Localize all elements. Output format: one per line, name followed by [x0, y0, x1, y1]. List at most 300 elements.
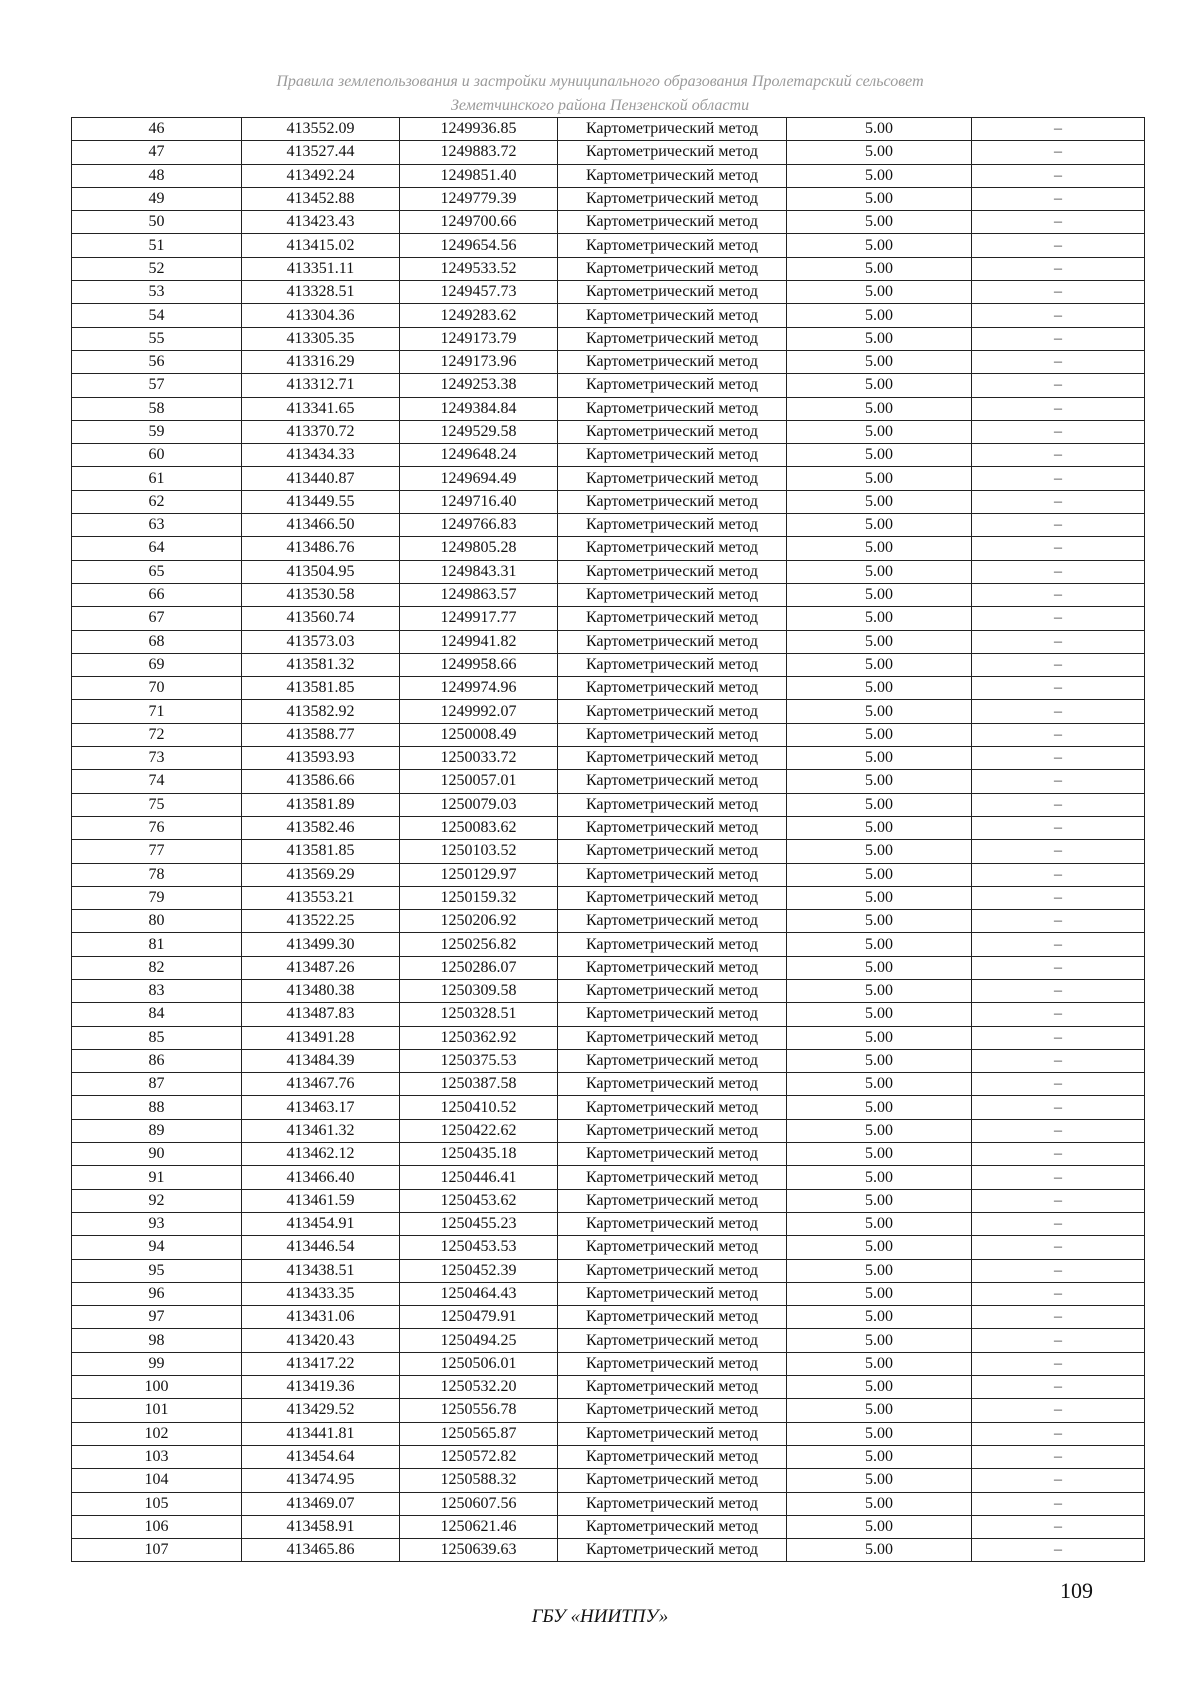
- note-cell: –: [972, 304, 1145, 327]
- y-coordinate-cell: 1249805.28: [400, 537, 558, 560]
- accuracy-cell: 5.00: [787, 1236, 972, 1259]
- coordinates-table: [71, 117, 1145, 1562]
- method-cell: Картометрический метод: [558, 1096, 787, 1119]
- y-coordinate-cell: 1250565.87: [400, 1422, 558, 1445]
- x-coordinate-cell: 413593.93: [242, 747, 400, 770]
- x-coordinate-cell: 413458.91: [242, 1515, 400, 1538]
- x-coordinate-cell: 413328.51: [242, 281, 400, 304]
- table-row: [72, 281, 1145, 304]
- y-coordinate-cell: 1249766.83: [400, 514, 558, 537]
- table-row: [72, 490, 1145, 513]
- note-cell: –: [972, 187, 1145, 210]
- point-number-cell: 58: [72, 397, 242, 420]
- method-cell: Картометрический метод: [558, 1376, 787, 1399]
- accuracy-cell: 5.00: [787, 933, 972, 956]
- x-coordinate-cell: 413569.29: [242, 863, 400, 886]
- point-number-cell: 75: [72, 793, 242, 816]
- table-row: [72, 1143, 1145, 1166]
- accuracy-cell: 5.00: [787, 1143, 972, 1166]
- accuracy-cell: 5.00: [787, 886, 972, 909]
- point-number-cell: 50: [72, 211, 242, 234]
- method-cell: Картометрический метод: [558, 281, 787, 304]
- point-number-cell: 107: [72, 1539, 242, 1562]
- x-coordinate-cell: 413581.89: [242, 793, 400, 816]
- table-row: [72, 1376, 1145, 1399]
- y-coordinate-cell: 1250464.43: [400, 1282, 558, 1305]
- note-cell: –: [972, 979, 1145, 1002]
- x-coordinate-cell: 413429.52: [242, 1399, 400, 1422]
- method-cell: Картометрический метод: [558, 1166, 787, 1189]
- x-coordinate-cell: 413553.21: [242, 886, 400, 909]
- note-cell: –: [972, 164, 1145, 187]
- x-coordinate-cell: 413441.81: [242, 1422, 400, 1445]
- x-coordinate-cell: 413469.07: [242, 1492, 400, 1515]
- table-row: [72, 747, 1145, 770]
- note-cell: –: [972, 770, 1145, 793]
- note-cell: –: [972, 583, 1145, 606]
- y-coordinate-cell: 1250375.53: [400, 1049, 558, 1072]
- accuracy-cell: 5.00: [787, 583, 972, 606]
- method-cell: Картометрический метод: [558, 141, 787, 164]
- accuracy-cell: 5.00: [787, 1166, 972, 1189]
- point-number-cell: 90: [72, 1143, 242, 1166]
- table-row: [72, 979, 1145, 1002]
- x-coordinate-cell: 413582.92: [242, 700, 400, 723]
- accuracy-cell: 5.00: [787, 1189, 972, 1212]
- note-cell: –: [972, 1306, 1145, 1329]
- point-number-cell: 71: [72, 700, 242, 723]
- x-coordinate-cell: 413454.91: [242, 1212, 400, 1235]
- x-coordinate-cell: 413466.50: [242, 514, 400, 537]
- accuracy-cell: 5.00: [787, 793, 972, 816]
- x-coordinate-cell: 413560.74: [242, 607, 400, 630]
- accuracy-cell: 5.00: [787, 164, 972, 187]
- table-row: [72, 1049, 1145, 1072]
- point-number-cell: 100: [72, 1376, 242, 1399]
- accuracy-cell: 5.00: [787, 910, 972, 933]
- x-coordinate-cell: 413452.88: [242, 187, 400, 210]
- method-cell: Картометрический метод: [558, 677, 787, 700]
- x-coordinate-cell: 413415.02: [242, 234, 400, 257]
- y-coordinate-cell: 1249779.39: [400, 187, 558, 210]
- point-number-cell: 52: [72, 257, 242, 280]
- point-number-cell: 66: [72, 583, 242, 606]
- table-row: [72, 560, 1145, 583]
- y-coordinate-cell: 1249883.72: [400, 141, 558, 164]
- table-row: [72, 211, 1145, 234]
- point-number-cell: 92: [72, 1189, 242, 1212]
- note-cell: –: [972, 723, 1145, 746]
- table-row: [72, 1399, 1145, 1422]
- y-coordinate-cell: 1250103.52: [400, 840, 558, 863]
- note-cell: –: [972, 1539, 1145, 1562]
- x-coordinate-cell: 413466.40: [242, 1166, 400, 1189]
- point-number-cell: 83: [72, 979, 242, 1002]
- note-cell: –: [972, 350, 1145, 373]
- method-cell: Картометрический метод: [558, 374, 787, 397]
- y-coordinate-cell: 1249457.73: [400, 281, 558, 304]
- y-coordinate-cell: 1250079.03: [400, 793, 558, 816]
- point-number-cell: 105: [72, 1492, 242, 1515]
- note-cell: –: [972, 374, 1145, 397]
- y-coordinate-cell: 1249843.31: [400, 560, 558, 583]
- point-number-cell: 73: [72, 747, 242, 770]
- accuracy-cell: 5.00: [787, 257, 972, 280]
- table-row: [72, 444, 1145, 467]
- y-coordinate-cell: 1249654.56: [400, 234, 558, 257]
- note-cell: –: [972, 1445, 1145, 1468]
- y-coordinate-cell: 1250309.58: [400, 979, 558, 1002]
- method-cell: Картометрический метод: [558, 444, 787, 467]
- accuracy-cell: 5.00: [787, 1445, 972, 1468]
- note-cell: –: [972, 1003, 1145, 1026]
- method-cell: Картометрический метод: [558, 420, 787, 443]
- method-cell: Картометрический метод: [558, 1143, 787, 1166]
- table-row: [72, 1515, 1145, 1538]
- x-coordinate-cell: 413312.71: [242, 374, 400, 397]
- x-coordinate-cell: 413461.32: [242, 1119, 400, 1142]
- table-row: [72, 1329, 1145, 1352]
- table-row: [72, 1282, 1145, 1305]
- x-coordinate-cell: 413581.85: [242, 677, 400, 700]
- y-coordinate-cell: 1249173.96: [400, 350, 558, 373]
- table-row: [72, 863, 1145, 886]
- method-cell: Картометрический метод: [558, 653, 787, 676]
- note-cell: –: [972, 677, 1145, 700]
- accuracy-cell: 5.00: [787, 979, 972, 1002]
- accuracy-cell: 5.00: [787, 397, 972, 420]
- accuracy-cell: 5.00: [787, 723, 972, 746]
- x-coordinate-cell: 413420.43: [242, 1329, 400, 1352]
- table-row: [72, 327, 1145, 350]
- point-number-cell: 61: [72, 467, 242, 490]
- accuracy-cell: 5.00: [787, 1282, 972, 1305]
- point-number-cell: 47: [72, 141, 242, 164]
- x-coordinate-cell: 413417.22: [242, 1352, 400, 1375]
- method-cell: Картометрический метод: [558, 723, 787, 746]
- x-coordinate-cell: 413581.32: [242, 653, 400, 676]
- note-cell: –: [972, 397, 1145, 420]
- x-coordinate-cell: 413351.11: [242, 257, 400, 280]
- x-coordinate-cell: 413492.24: [242, 164, 400, 187]
- point-number-cell: 57: [72, 374, 242, 397]
- table-row: [72, 1306, 1145, 1329]
- table-row: [72, 514, 1145, 537]
- y-coordinate-cell: 1249700.66: [400, 211, 558, 234]
- y-coordinate-cell: 1250008.49: [400, 723, 558, 746]
- point-number-cell: 84: [72, 1003, 242, 1026]
- point-number-cell: 97: [72, 1306, 242, 1329]
- table-row: [72, 1445, 1145, 1468]
- x-coordinate-cell: 413463.17: [242, 1096, 400, 1119]
- x-coordinate-cell: 413454.64: [242, 1445, 400, 1468]
- accuracy-cell: 5.00: [787, 1049, 972, 1072]
- note-cell: –: [972, 863, 1145, 886]
- note-cell: –: [972, 700, 1145, 723]
- note-cell: –: [972, 956, 1145, 979]
- point-number-cell: 74: [72, 770, 242, 793]
- accuracy-cell: 5.00: [787, 490, 972, 513]
- method-cell: Картометрический метод: [558, 397, 787, 420]
- coordinates-table-body: [72, 118, 1145, 1562]
- point-number-cell: 102: [72, 1422, 242, 1445]
- method-cell: Картометрический метод: [558, 234, 787, 257]
- y-coordinate-cell: 1250410.52: [400, 1096, 558, 1119]
- header-line-2: Земетчинского района Пензенской области: [450, 97, 750, 114]
- x-coordinate-cell: 413487.83: [242, 1003, 400, 1026]
- y-coordinate-cell: 1249173.79: [400, 327, 558, 350]
- note-cell: –: [972, 1352, 1145, 1375]
- note-cell: –: [972, 420, 1145, 443]
- page-number: 109: [1060, 1578, 1093, 1603]
- accuracy-cell: 5.00: [787, 420, 972, 443]
- table-row: [72, 1119, 1145, 1142]
- y-coordinate-cell: 1249851.40: [400, 164, 558, 187]
- x-coordinate-cell: 413446.54: [242, 1236, 400, 1259]
- y-coordinate-cell: 1250387.58: [400, 1073, 558, 1096]
- point-number-cell: 106: [72, 1515, 242, 1538]
- method-cell: Картометрический метод: [558, 840, 787, 863]
- table-row: [72, 1166, 1145, 1189]
- y-coordinate-cell: 1250328.51: [400, 1003, 558, 1026]
- note-cell: –: [972, 141, 1145, 164]
- table-row: [72, 840, 1145, 863]
- method-cell: Картометрический метод: [558, 910, 787, 933]
- point-number-cell: 54: [72, 304, 242, 327]
- point-number-cell: 65: [72, 560, 242, 583]
- x-coordinate-cell: 413552.09: [242, 118, 400, 141]
- header-line-1: Правила землепользования и застройки муниципального образования Пролетарский сельсовет: [276, 73, 924, 90]
- point-number-cell: 62: [72, 490, 242, 513]
- method-cell: Картометрический метод: [558, 1026, 787, 1049]
- y-coordinate-cell: 1250453.62: [400, 1189, 558, 1212]
- accuracy-cell: 5.00: [787, 1539, 972, 1562]
- point-number-cell: 104: [72, 1469, 242, 1492]
- method-cell: Картометрический метод: [558, 1399, 787, 1422]
- note-cell: –: [972, 1166, 1145, 1189]
- point-number-cell: 103: [72, 1445, 242, 1468]
- accuracy-cell: 5.00: [787, 747, 972, 770]
- note-cell: –: [972, 467, 1145, 490]
- y-coordinate-cell: 1250159.32: [400, 886, 558, 909]
- table-row: [72, 374, 1145, 397]
- x-coordinate-cell: 413588.77: [242, 723, 400, 746]
- note-cell: –: [972, 816, 1145, 839]
- method-cell: Картометрический метод: [558, 1445, 787, 1468]
- note-cell: –: [972, 211, 1145, 234]
- x-coordinate-cell: 413438.51: [242, 1259, 400, 1282]
- note-cell: –: [972, 607, 1145, 630]
- method-cell: Картометрический метод: [558, 350, 787, 373]
- method-cell: Картометрический метод: [558, 700, 787, 723]
- table-row: [72, 933, 1145, 956]
- method-cell: Картометрический метод: [558, 537, 787, 560]
- note-cell: –: [972, 630, 1145, 653]
- accuracy-cell: 5.00: [787, 1306, 972, 1329]
- accuracy-cell: 5.00: [787, 1259, 972, 1282]
- y-coordinate-cell: 1249716.40: [400, 490, 558, 513]
- table-row: [72, 1492, 1145, 1515]
- accuracy-cell: 5.00: [787, 770, 972, 793]
- y-coordinate-cell: 1249648.24: [400, 444, 558, 467]
- point-number-cell: 82: [72, 956, 242, 979]
- method-cell: Картометрический метод: [558, 1236, 787, 1259]
- table-row: [72, 350, 1145, 373]
- table-row: [72, 677, 1145, 700]
- x-coordinate-cell: 413484.39: [242, 1049, 400, 1072]
- x-coordinate-cell: 413467.76: [242, 1073, 400, 1096]
- accuracy-cell: 5.00: [787, 1212, 972, 1235]
- method-cell: Картометрический метод: [558, 1189, 787, 1212]
- x-coordinate-cell: 413449.55: [242, 490, 400, 513]
- note-cell: –: [972, 234, 1145, 257]
- method-cell: Картометрический метод: [558, 514, 787, 537]
- point-number-cell: 101: [72, 1399, 242, 1422]
- accuracy-cell: 5.00: [787, 187, 972, 210]
- y-coordinate-cell: 1249533.52: [400, 257, 558, 280]
- note-cell: –: [972, 514, 1145, 537]
- x-coordinate-cell: 413586.66: [242, 770, 400, 793]
- table-row: [72, 537, 1145, 560]
- method-cell: Картометрический метод: [558, 583, 787, 606]
- method-cell: Картометрический метод: [558, 187, 787, 210]
- accuracy-cell: 5.00: [787, 1492, 972, 1515]
- point-number-cell: 89: [72, 1119, 242, 1142]
- x-coordinate-cell: 413370.72: [242, 420, 400, 443]
- method-cell: Картометрический метод: [558, 793, 787, 816]
- method-cell: Картометрический метод: [558, 327, 787, 350]
- point-number-cell: 55: [72, 327, 242, 350]
- point-number-cell: 56: [72, 350, 242, 373]
- point-number-cell: 85: [72, 1026, 242, 1049]
- method-cell: Картометрический метод: [558, 467, 787, 490]
- accuracy-cell: 5.00: [787, 956, 972, 979]
- y-coordinate-cell: 1250362.92: [400, 1026, 558, 1049]
- point-number-cell: 60: [72, 444, 242, 467]
- method-cell: Картометрический метод: [558, 630, 787, 653]
- y-coordinate-cell: 1250286.07: [400, 956, 558, 979]
- accuracy-cell: 5.00: [787, 1119, 972, 1142]
- y-coordinate-cell: 1250572.82: [400, 1445, 558, 1468]
- table-row: [72, 1259, 1145, 1282]
- x-coordinate-cell: 413304.36: [242, 304, 400, 327]
- accuracy-cell: 5.00: [787, 1376, 972, 1399]
- method-cell: Картометрический метод: [558, 1119, 787, 1142]
- x-coordinate-cell: 413480.38: [242, 979, 400, 1002]
- accuracy-cell: 5.00: [787, 863, 972, 886]
- table-row: [72, 187, 1145, 210]
- y-coordinate-cell: 1250621.46: [400, 1515, 558, 1538]
- point-number-cell: 99: [72, 1352, 242, 1375]
- table-row: [72, 910, 1145, 933]
- accuracy-cell: 5.00: [787, 1515, 972, 1538]
- accuracy-cell: 5.00: [787, 1469, 972, 1492]
- table-row: [72, 304, 1145, 327]
- method-cell: Картометрический метод: [558, 1329, 787, 1352]
- point-number-cell: 51: [72, 234, 242, 257]
- point-number-cell: 95: [72, 1259, 242, 1282]
- table-row: [72, 956, 1145, 979]
- method-cell: Картометрический метод: [558, 1352, 787, 1375]
- x-coordinate-cell: 413431.06: [242, 1306, 400, 1329]
- point-number-cell: 87: [72, 1073, 242, 1096]
- accuracy-cell: 5.00: [787, 141, 972, 164]
- y-coordinate-cell: 1250452.39: [400, 1259, 558, 1282]
- y-coordinate-cell: 1250206.92: [400, 910, 558, 933]
- table-row: [72, 1003, 1145, 1026]
- note-cell: –: [972, 793, 1145, 816]
- point-number-cell: 86: [72, 1049, 242, 1072]
- note-cell: –: [972, 747, 1145, 770]
- table-row: [72, 1539, 1145, 1562]
- table-row: [72, 164, 1145, 187]
- method-cell: Картометрический метод: [558, 1515, 787, 1538]
- method-cell: Картометрический метод: [558, 257, 787, 280]
- x-coordinate-cell: 413487.26: [242, 956, 400, 979]
- y-coordinate-cell: 1250588.32: [400, 1469, 558, 1492]
- x-coordinate-cell: 413581.85: [242, 840, 400, 863]
- table-row: [72, 607, 1145, 630]
- accuracy-cell: 5.00: [787, 537, 972, 560]
- method-cell: Картометрический метод: [558, 770, 787, 793]
- accuracy-cell: 5.00: [787, 607, 972, 630]
- note-cell: –: [972, 118, 1145, 141]
- method-cell: Картометрический метод: [558, 1049, 787, 1072]
- note-cell: –: [972, 1515, 1145, 1538]
- method-cell: Картометрический метод: [558, 118, 787, 141]
- table-row: [72, 118, 1145, 141]
- note-cell: –: [972, 1212, 1145, 1235]
- note-cell: –: [972, 1073, 1145, 1096]
- method-cell: Картометрический метод: [558, 1492, 787, 1515]
- method-cell: Картометрический метод: [558, 933, 787, 956]
- accuracy-cell: 5.00: [787, 630, 972, 653]
- y-coordinate-cell: 1250446.41: [400, 1166, 558, 1189]
- table-row: [72, 397, 1145, 420]
- accuracy-cell: 5.00: [787, 1003, 972, 1026]
- point-number-cell: 93: [72, 1212, 242, 1235]
- y-coordinate-cell: 1250057.01: [400, 770, 558, 793]
- y-coordinate-cell: 1250422.62: [400, 1119, 558, 1142]
- method-cell: Картометрический метод: [558, 211, 787, 234]
- y-coordinate-cell: 1249694.49: [400, 467, 558, 490]
- table-row: [72, 1096, 1145, 1119]
- method-cell: Картометрический метод: [558, 560, 787, 583]
- x-coordinate-cell: 413341.65: [242, 397, 400, 420]
- method-cell: Картометрический метод: [558, 490, 787, 513]
- table-row: [72, 1236, 1145, 1259]
- x-coordinate-cell: 413465.86: [242, 1539, 400, 1562]
- method-cell: Картометрический метод: [558, 1539, 787, 1562]
- accuracy-cell: 5.00: [787, 560, 972, 583]
- note-cell: –: [972, 537, 1145, 560]
- method-cell: Картометрический метод: [558, 979, 787, 1002]
- x-coordinate-cell: 413499.30: [242, 933, 400, 956]
- table-row: [72, 1422, 1145, 1445]
- method-cell: Картометрический метод: [558, 1212, 787, 1235]
- point-number-cell: 76: [72, 816, 242, 839]
- y-coordinate-cell: 1250506.01: [400, 1352, 558, 1375]
- method-cell: Картометрический метод: [558, 747, 787, 770]
- point-number-cell: 67: [72, 607, 242, 630]
- table-row: [72, 1352, 1145, 1375]
- y-coordinate-cell: 1249863.57: [400, 583, 558, 606]
- x-coordinate-cell: 413504.95: [242, 560, 400, 583]
- accuracy-cell: 5.00: [787, 304, 972, 327]
- y-coordinate-cell: 1249992.07: [400, 700, 558, 723]
- method-cell: Картометрический метод: [558, 304, 787, 327]
- table-row: [72, 420, 1145, 443]
